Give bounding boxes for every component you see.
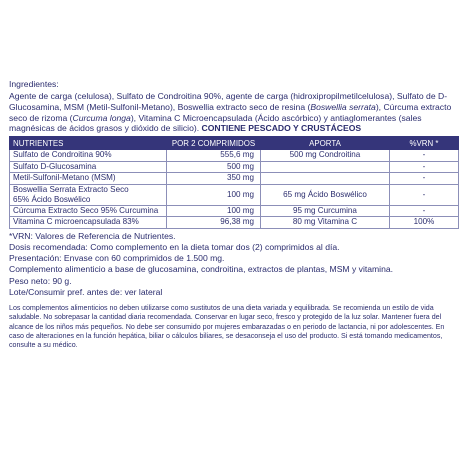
table-row <box>10 161 459 173</box>
complemento-description: Complemento alimenticio a base de glucosamina, condroitina, extractos de plantas, MSM y vitamina. <box>9 264 394 275</box>
ingredients-part-3: ), Vitamina C Microencapsulada (Ácido ascórbico) y antiaglomerantes (sales magnésicas de ácidos grasos y dióxido de silicio). <box>9 112 422 134</box>
nutrient-name: Sulfato D-Glucosamina <box>10 161 167 173</box>
nutrient-aporta: 80 mg Vitamina C <box>261 217 390 229</box>
header-vrn: %VRN * <box>390 137 459 150</box>
presentacion: Presentación: Envase con 60 comprimidos de 1.500 mg. <box>9 253 225 264</box>
table-header-row <box>10 137 459 150</box>
nutrient-vrn: - <box>390 150 459 162</box>
header-aporta: APORTA <box>261 137 390 150</box>
curcuma-latin-name: Curcuma longa <box>72 112 131 123</box>
nutrient-name: Cúrcuma Extracto Seco 95% Curcumina <box>10 205 167 217</box>
ingredients-heading: Ingredientes: <box>9 79 59 89</box>
nutrient-quantity: 100 mg <box>167 205 261 217</box>
nutrient-aporta: 95 mg Curcumina <box>261 205 390 217</box>
nutrient-quantity: 100 mg <box>167 184 261 205</box>
nutrient-vrn: 100% <box>390 217 459 229</box>
nutrient-vrn: - <box>390 161 459 173</box>
nutrient-vrn: - <box>390 184 459 205</box>
lote-consumir: Lote/Consumir pref. antes de: ver lateral <box>9 286 163 297</box>
nutrient-name <box>10 184 167 205</box>
nutrient-name-line-2: 65% Ácido Boswélico <box>13 194 91 204</box>
allergen-warning: CONTIENE PESCADO Y CRUSTÁCEOS <box>201 123 362 134</box>
nutrient-quantity: 96,38 mg <box>167 217 261 229</box>
header-nutrientes: NUTRIENTES <box>10 137 167 150</box>
peso-neto: Peso neto: 90 g. <box>9 275 72 286</box>
nutrient-name: Metil-Sulfonil-Metano (MSM) <box>10 173 167 185</box>
nutrient-aporta <box>261 161 390 173</box>
product-label <box>9 79 457 350</box>
nutrient-name-line-1: Boswellia Serrata Extracto Seco <box>13 184 129 194</box>
nutrient-aporta: 500 mg Condroitina <box>261 150 390 162</box>
table-row <box>10 173 459 185</box>
table-row <box>10 184 459 205</box>
dosis-recomendada: Dosis recomendada: Como complemento en la dieta tomar dos (2) comprimidos al día. <box>9 241 340 252</box>
boswellia-latin-name: Boswellia serrata <box>310 101 376 112</box>
nutrient-name: Vitamina C microencapsulada 83% <box>10 217 167 229</box>
nutrient-name: Sulfato de Condroitina 90% <box>10 150 167 162</box>
nutrient-quantity: 350 mg <box>167 173 261 185</box>
ingredients-text <box>9 91 457 134</box>
nutrient-quantity: 555,6 mg <box>167 150 261 162</box>
nutrient-vrn: - <box>390 173 459 185</box>
product-notes <box>9 231 457 298</box>
table-row <box>10 150 459 162</box>
nutrition-table <box>9 136 459 229</box>
nutrient-aporta: 65 mg Ácido Boswélico <box>261 184 390 205</box>
ingredients-part-1: Agente de carga (celulosa), Sulfato de Condroitina 90%, agente de carga (hidroxipropilmetilcelulosa), Sulfato de D-Glucosamina, MSM (Metil-Sulfonil-Metano), Boswellia extracto seco de resina ( <box>9 91 448 112</box>
table-row <box>10 217 459 229</box>
vrn-note: *VRN: Valores de Referencia de Nutrientes. <box>9 230 176 241</box>
nutrient-aporta <box>261 173 390 185</box>
disclaimer-text: Los complementos alimenticios no deben utilizarse como sustitutos de una dieta variada y equilibrada. Se recomienda un estilo de vida saludable. No sobrepasar la cantidad diaria recomendada. Conservar en lugar seco, fresco y protegido de la luz solar. Mantener fuera del alcance de los niños más pequeños. No debe ser consumido por mujeres embarazadas o en periodo de lactancia, ni por adolescentes. En caso de alteraciones en la función hepática, biliar o cálculos biliares, se desaconseja el uso del producto. Si está tomando medicamentos, consulte a su médico. <box>9 303 445 350</box>
header-por-2-comprimidos: POR 2 COMPRIMIDOS <box>167 137 261 150</box>
nutrient-vrn: - <box>390 205 459 217</box>
ingredients-part-2: ), Cúrcuma extracto seco de rizoma ( <box>9 101 452 123</box>
table-row <box>10 205 459 217</box>
nutrient-quantity: 500 mg <box>167 161 261 173</box>
